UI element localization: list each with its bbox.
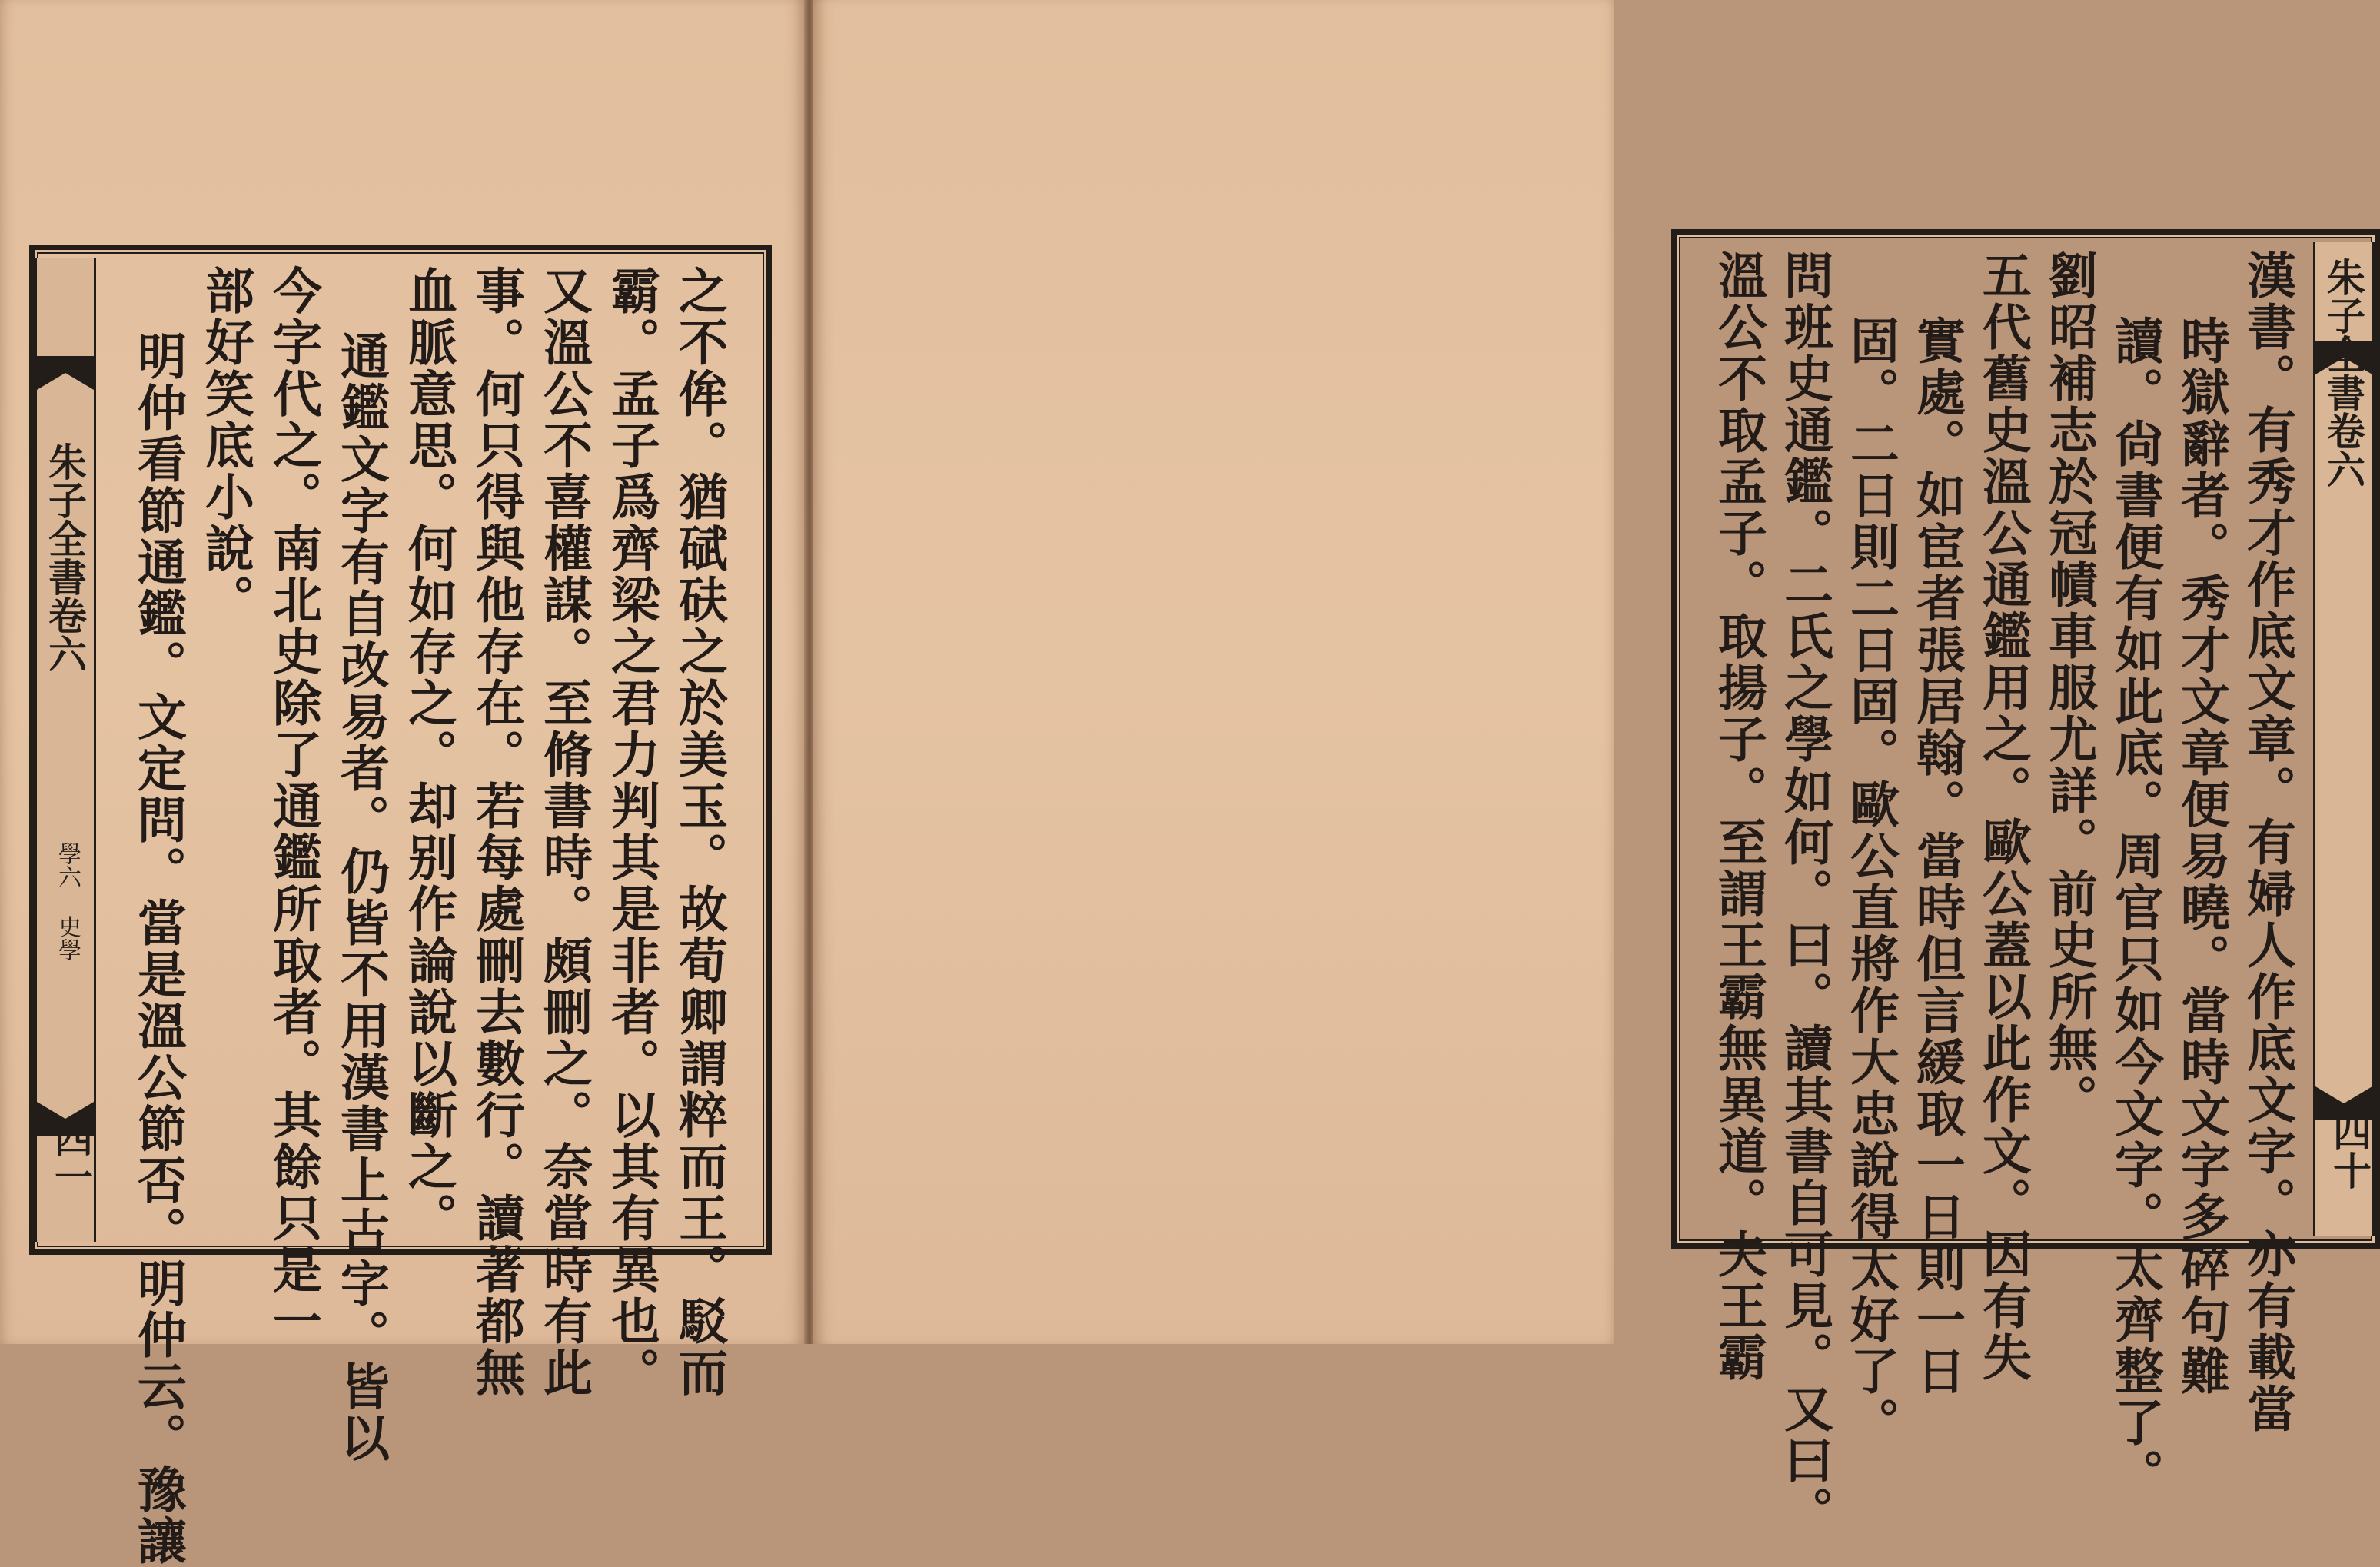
center-fold-strip (2313, 242, 2375, 1236)
text-column: 溫公不取孟子。取揚子。至謂王霸無異道。夫王霸 (1710, 250, 1767, 1383)
text-column: 通鑑文字有自改易者。仍皆不用漢書上古字。皆以 (332, 331, 390, 1464)
chapter-label: 學六 史學 (54, 842, 81, 961)
text-column: 實處。如宦者張居翰。當時但言緩取一日則一日 (1908, 315, 1966, 1397)
left-page-frame (29, 245, 772, 1567)
center-fold-strip (35, 258, 96, 1242)
right-page (813, 0, 2372, 1538)
text-column: 問班史通鑑。二氏之學如何。曰。讀其書自可見。又曰。 (1776, 250, 1833, 1538)
text-column: 霸。孟子爲齊梁之君力判其是非者。以其有異也。 (603, 265, 660, 1399)
page-number: 四十 (2327, 1113, 2372, 1189)
left-page (0, 0, 806, 1567)
text-column: 部好笑底小說。 (197, 265, 254, 626)
text-column: 又溫公不喜權謀。至脩書時。頗刪之。奈當時有此 (535, 265, 593, 1399)
text-column: 漢書。有秀才作底文章。有婦人作底文字。亦有載當 (2239, 250, 2296, 1435)
text-column: 固。二日則二日固。歐公直將作大忠說得太好了。 (1842, 315, 1900, 1449)
book-title: 朱子全書卷六 (2321, 258, 2366, 488)
text-column: 明仲看節通鑑。文定問。當是溫公節否。明仲云。豫讓 (129, 331, 187, 1567)
text-column: 事。何只得與他存在。若每處刪去數行。讀著都無 (467, 265, 525, 1399)
text-column: 之不侔。猶碔砆之於美玉。故荀卿謂粹而王。駁而 (670, 265, 728, 1399)
text-column: 血脈意思。何如存之。却别作論說以斷之。 (400, 265, 457, 1244)
fish-tail-mark-icon (37, 350, 94, 396)
text-column: 讀。尙書便有如此底。周官只如今文字。太齊整了。 (2106, 315, 2164, 1500)
text-column: 劉昭補志於冠幘車服尤詳。前史所無。 (2040, 250, 2098, 1126)
book-title: 朱子全書卷六 (42, 442, 88, 673)
text-column: 五代舊史溫公通鑑用之。歐公蓋以此作文。因有失 (1974, 250, 2032, 1383)
text-column: 時獄辭者。秀才文章便易曉。當時文字多碎句難 (2172, 315, 2230, 1397)
page-number: 四一 (48, 1119, 94, 1196)
right-page-frame (1671, 229, 2380, 1538)
text-column: 今字代之。南北史除了通鑑所取者。其餘只是一 (264, 265, 322, 1347)
